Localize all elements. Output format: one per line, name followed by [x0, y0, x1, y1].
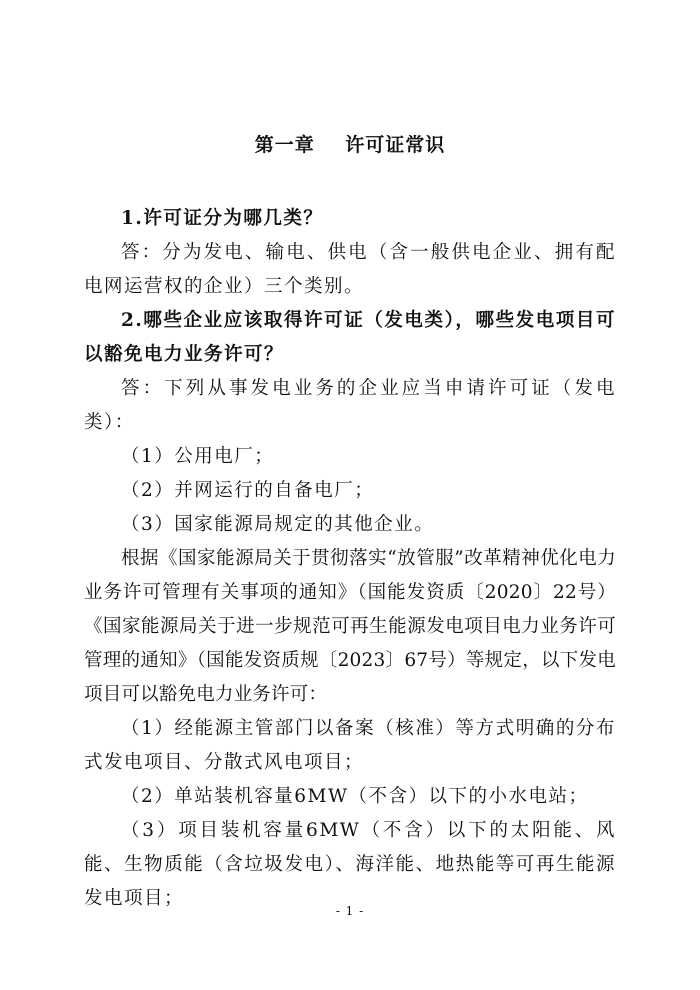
- answer-2-item-3: （3）国家能源局规定的其他企业。: [121, 514, 435, 535]
- exemption-item-3: （3）项目装机容量6MW（不含）以下的太阳能、风能、生物质能（含垃圾发电）、海洋能、地热能等可再生能源发电项目；: [84, 820, 616, 909]
- question-2: 2.哪些企业应该取得许可证（发电类），哪些发电项目可以豁免电力业务许可？: [84, 310, 616, 365]
- exemption-basis-paragraph: 根据《国家能源局关于贯彻落实“放管服”改革精神优化电力业务许可管理有关事项的通知》（国能发资质〔2020〕22号）《国家能源局关于进一步规范可再生能源发电项目电力业务许可管理的通知》（国能发资质规〔2023〕67号）等规定，以下发电项目可以豁免电力业务许可：: [84, 548, 616, 705]
- answer-2-item-2: （2）并网运行的自备电厂；: [121, 480, 375, 501]
- exemption-item-1: （1）经能源主管部门以备案（核准）等方式明确的分布式发电项目、分散式风电项目；: [84, 718, 616, 773]
- answer-2-intro: 答：下列从事发电业务的企业应当申请许可证（发电类）：: [84, 378, 616, 433]
- answer-1: 答：分为发电、输电、供电（含一般供电企业、拥有配电网运营权的企业）三个类别。: [84, 242, 616, 297]
- page-number: - 1 -: [335, 904, 365, 918]
- answer-2-item-1: （1）公用电厂；: [121, 446, 275, 467]
- document-body: [84, 202, 616, 916]
- chapter-title: 第一章 许可证常识: [254, 134, 446, 156]
- question-1: 1.许可证分为哪几类？: [121, 208, 324, 229]
- exemption-item-2: （2）单站装机容量6MW（不含）以下的小水电站；: [121, 786, 589, 807]
